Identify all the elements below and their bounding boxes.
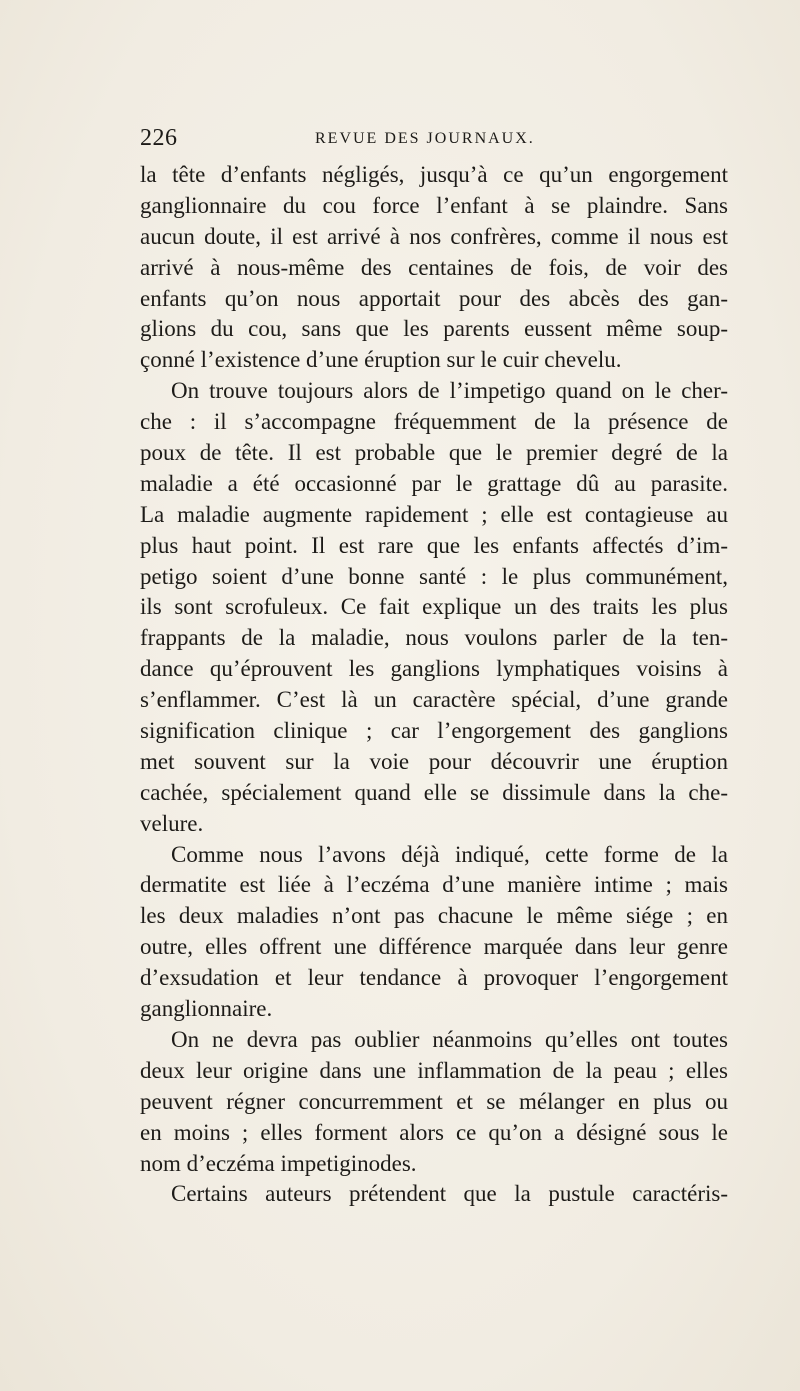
text-line: ganglionnaire du cou force l’enfant à se plaindre. Sans xyxy=(140,192,728,218)
text-line: signification clinique ; car l’engorgement des ganglions xyxy=(140,718,728,744)
text-line: met souvent sur la voie pour découvrir une éruption xyxy=(140,748,728,774)
text-line: La maladie augmente rapidement ; elle est contagieuse au xyxy=(140,501,728,527)
running-head: REVUE DES JOURNAUX. xyxy=(315,130,535,147)
text-line: che : il s’accompagne fréquemment de la présence de xyxy=(140,409,728,435)
text-line: On trouve toujours alors de l’impetigo quand on le cher- xyxy=(171,378,728,404)
text-line: On ne devra pas oublier néanmoins qu’elles ont toutes xyxy=(171,1026,728,1052)
text-line: poux de tête. Il est probable que le premier degré de la xyxy=(140,440,728,466)
text-line: frappants de la maladie, nous voulons parler de la ten- xyxy=(140,625,728,651)
text-line: enfants qu’on nous apportait pour des abcès des gan- xyxy=(140,285,728,311)
text-line: çonné l’existence d’une éruption sur le cuir chevelu. xyxy=(140,347,622,373)
text-line: outre, elles offrent une différence marquée dans leur genre xyxy=(140,934,728,960)
body-text xyxy=(140,160,728,1210)
text-line: Comme nous l’avons déjà indiqué, cette forme de la xyxy=(171,841,728,867)
text-line: dermatite est liée à l’eczéma d’une manière intime ; mais xyxy=(140,872,728,898)
text-line: ganglionnaire. xyxy=(140,996,273,1022)
text-line: arrivé à nous-même des centaines de fois, de voir des xyxy=(140,254,728,280)
text-line: petigo soient d’une bonne santé : le plus communément, xyxy=(140,563,728,589)
text-line: glions du cou, sans que les parents eussent même soup- xyxy=(140,316,728,342)
text-line: Certains auteurs prétendent que la pustule caractéris- xyxy=(171,1181,728,1207)
text-line: en moins ; elles forment alors ce qu’on a désigné sous le xyxy=(140,1119,728,1145)
text-line: deux leur origine dans une inflammation de la peau ; elles xyxy=(140,1057,728,1083)
text-line: plus haut point. Il est rare que les enfants affectés d’im- xyxy=(140,532,728,558)
text-line: s’enflammer. C’est là un caractère spécial, d’une grande xyxy=(140,687,728,713)
page-number: 226 xyxy=(140,125,178,151)
text-line: cachée, spécialement quand elle se dissimule dans la che- xyxy=(140,779,728,805)
text-line: nom d’eczéma impetiginodes. xyxy=(140,1150,417,1176)
text-line: velure. xyxy=(140,810,204,836)
page-header xyxy=(140,125,730,155)
text-line: la tête d’enfants négligés, jusqu’à ce qu’un engorgement xyxy=(140,162,728,187)
text-line: maladie a été occasionné par le grattage dû au parasite. xyxy=(140,470,728,496)
text-line: dance qu’éprouvent les ganglions lymphatiques voisins à xyxy=(140,656,728,682)
text-line: peuvent régner concurremment et se mélanger en plus ou xyxy=(140,1088,728,1114)
text-line: d’exsudation et leur tendance à provoquer l’engorgement xyxy=(140,965,728,991)
text-line: ils sont scrofuleux. Ce fait explique un des traits les plus xyxy=(140,594,728,620)
text-line: aucun doute, il est arrivé à nos confrères, comme il nous est xyxy=(140,223,728,249)
text-line: les deux maladies n’ont pas chacune le même siége ; en xyxy=(140,903,728,929)
